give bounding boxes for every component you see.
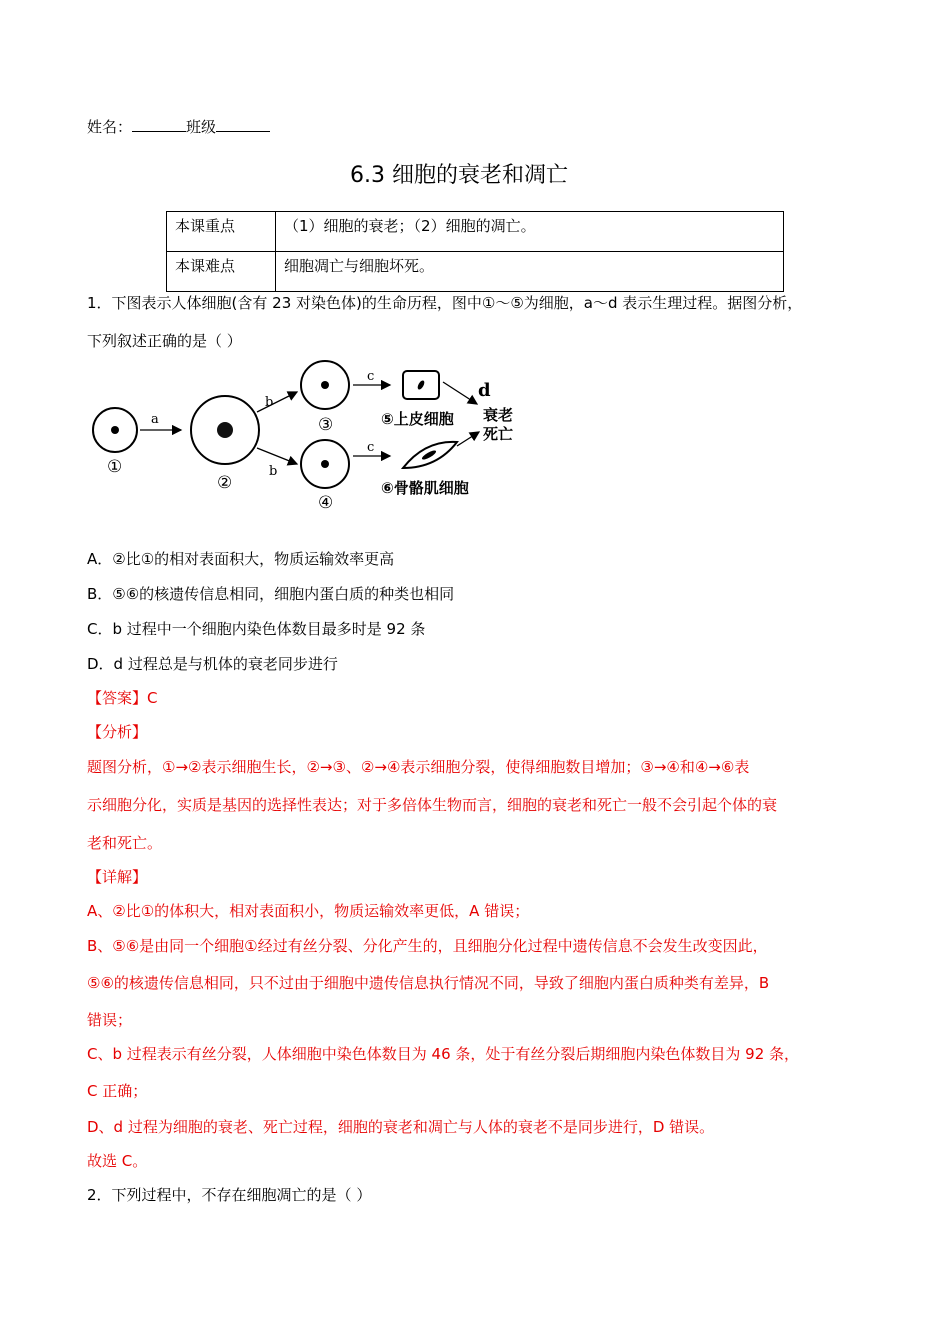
arrow-d-upper bbox=[443, 382, 477, 404]
option-b: B．⑤⑥的核遗传信息相同，细胞内蛋白质的种类也相同 bbox=[87, 585, 455, 603]
table-value: 细胞凋亡与细胞坏死。 bbox=[276, 252, 784, 292]
q1-stem-line2: 下列叙述正确的是（ ） bbox=[87, 332, 242, 350]
answer: 【答案】C bbox=[87, 689, 158, 707]
arrow-d-lower bbox=[457, 432, 479, 446]
class-label: 班级 bbox=[186, 118, 217, 136]
analysis-label: 【分析】 bbox=[87, 723, 148, 741]
q1-stem-line1: 1．下图表示人体细胞(含有 23 对染色体)的生命历程，图中①～⑤为细胞，a～d 表示生理过程。据图分析， bbox=[87, 294, 803, 312]
detail-line: 错误； bbox=[87, 1011, 133, 1029]
label-a: a bbox=[151, 412, 159, 427]
fate-label-line1: 衰老 bbox=[483, 406, 514, 424]
lesson-info-table bbox=[166, 211, 784, 292]
name-class-line bbox=[87, 116, 270, 137]
nucleus-icon bbox=[321, 381, 329, 389]
name-blank[interactable] bbox=[132, 119, 186, 132]
detail-line: D、d 过程为细胞的衰老、死亡过程，细胞的衰老和凋亡与人体的衰老不是同步进行，D 错误。 bbox=[87, 1118, 715, 1136]
arrow-b-lower bbox=[257, 448, 297, 464]
arrow-b-upper bbox=[257, 392, 297, 412]
detail-line: C 正确； bbox=[87, 1082, 148, 1100]
cell-3-label: ③ bbox=[318, 415, 334, 435]
detail-line: C、b 过程表示有丝分裂，人体细胞中染色体数目为 46 条，处于有丝分裂后期细胞内染色体数目为 92 条， bbox=[87, 1045, 800, 1063]
option-c: C．b 过程中一个细胞内染色体数目最多时是 92 条 bbox=[87, 620, 426, 638]
nucleus-icon bbox=[217, 422, 233, 438]
option-a: A．②比①的相对表面积大，物质运输效率更高 bbox=[87, 550, 395, 568]
analysis-line: 题图分析，①→②表示细胞生长，②→③、②→④表示细胞分裂，使得细胞数目增加；③→④和④→⑥表 bbox=[87, 758, 750, 776]
detail-line: ⑤⑥的核遗传信息相同，只不过由于细胞中遗传信息执行情况不同，导致了细胞内蛋白质种类有差异，B bbox=[87, 974, 770, 992]
cell-2-label: ② bbox=[217, 473, 233, 493]
detail-line: A、②比①的体积大，相对表面积小，物质运输效率更低，A 错误； bbox=[87, 902, 530, 920]
nucleus-icon bbox=[111, 426, 119, 434]
table-value: （1）细胞的衰老；（2）细胞的凋亡。 bbox=[276, 212, 784, 252]
q2-stem: 2．下列过程中，不存在细胞凋亡的是（ ） bbox=[87, 1186, 372, 1204]
table-key: 本课重点 bbox=[167, 212, 276, 252]
label-b-lower: b bbox=[269, 464, 278, 479]
table-key: 本课难点 bbox=[167, 252, 276, 292]
name-label: 姓名： bbox=[87, 118, 133, 136]
cell-lifecycle-diagram bbox=[85, 360, 525, 520]
label-c-upper: c bbox=[367, 369, 375, 384]
table-row bbox=[167, 212, 784, 252]
cell-6-label: ⑥骨骼肌细胞 bbox=[381, 479, 469, 497]
nucleus-icon bbox=[416, 379, 425, 390]
analysis-line: 老和死亡。 bbox=[87, 834, 163, 852]
nucleus-icon bbox=[321, 460, 329, 468]
analysis-line: 示细胞分化，实质是基因的选择性表达；对于多倍体生物而言，细胞的衰老和死亡一般不会引起个体的衰 bbox=[87, 796, 778, 814]
detail-label: 【详解】 bbox=[87, 868, 148, 886]
cell-4-label: ④ bbox=[318, 493, 334, 513]
detail-line: 故选 C。 bbox=[87, 1152, 148, 1170]
label-d: d bbox=[478, 380, 491, 401]
detail-line: B、⑤⑥是由同一个细胞①经过有丝分裂、分化产生的，且细胞分化过程中遗传信息不会发生改变因此， bbox=[87, 937, 768, 955]
page-title: 6.3 细胞的衰老和凋亡 bbox=[350, 163, 568, 188]
table-row bbox=[167, 252, 784, 292]
fate-label-line2: 死亡 bbox=[483, 425, 514, 443]
label-c-lower: c bbox=[367, 440, 375, 455]
cell-5-label: ⑤上皮细胞 bbox=[381, 410, 454, 428]
cell-1-label: ① bbox=[107, 457, 123, 477]
label-b-upper: b bbox=[265, 395, 274, 410]
class-blank[interactable] bbox=[216, 119, 270, 132]
option-d: D．d 过程总是与机体的衰老同步进行 bbox=[87, 655, 338, 673]
